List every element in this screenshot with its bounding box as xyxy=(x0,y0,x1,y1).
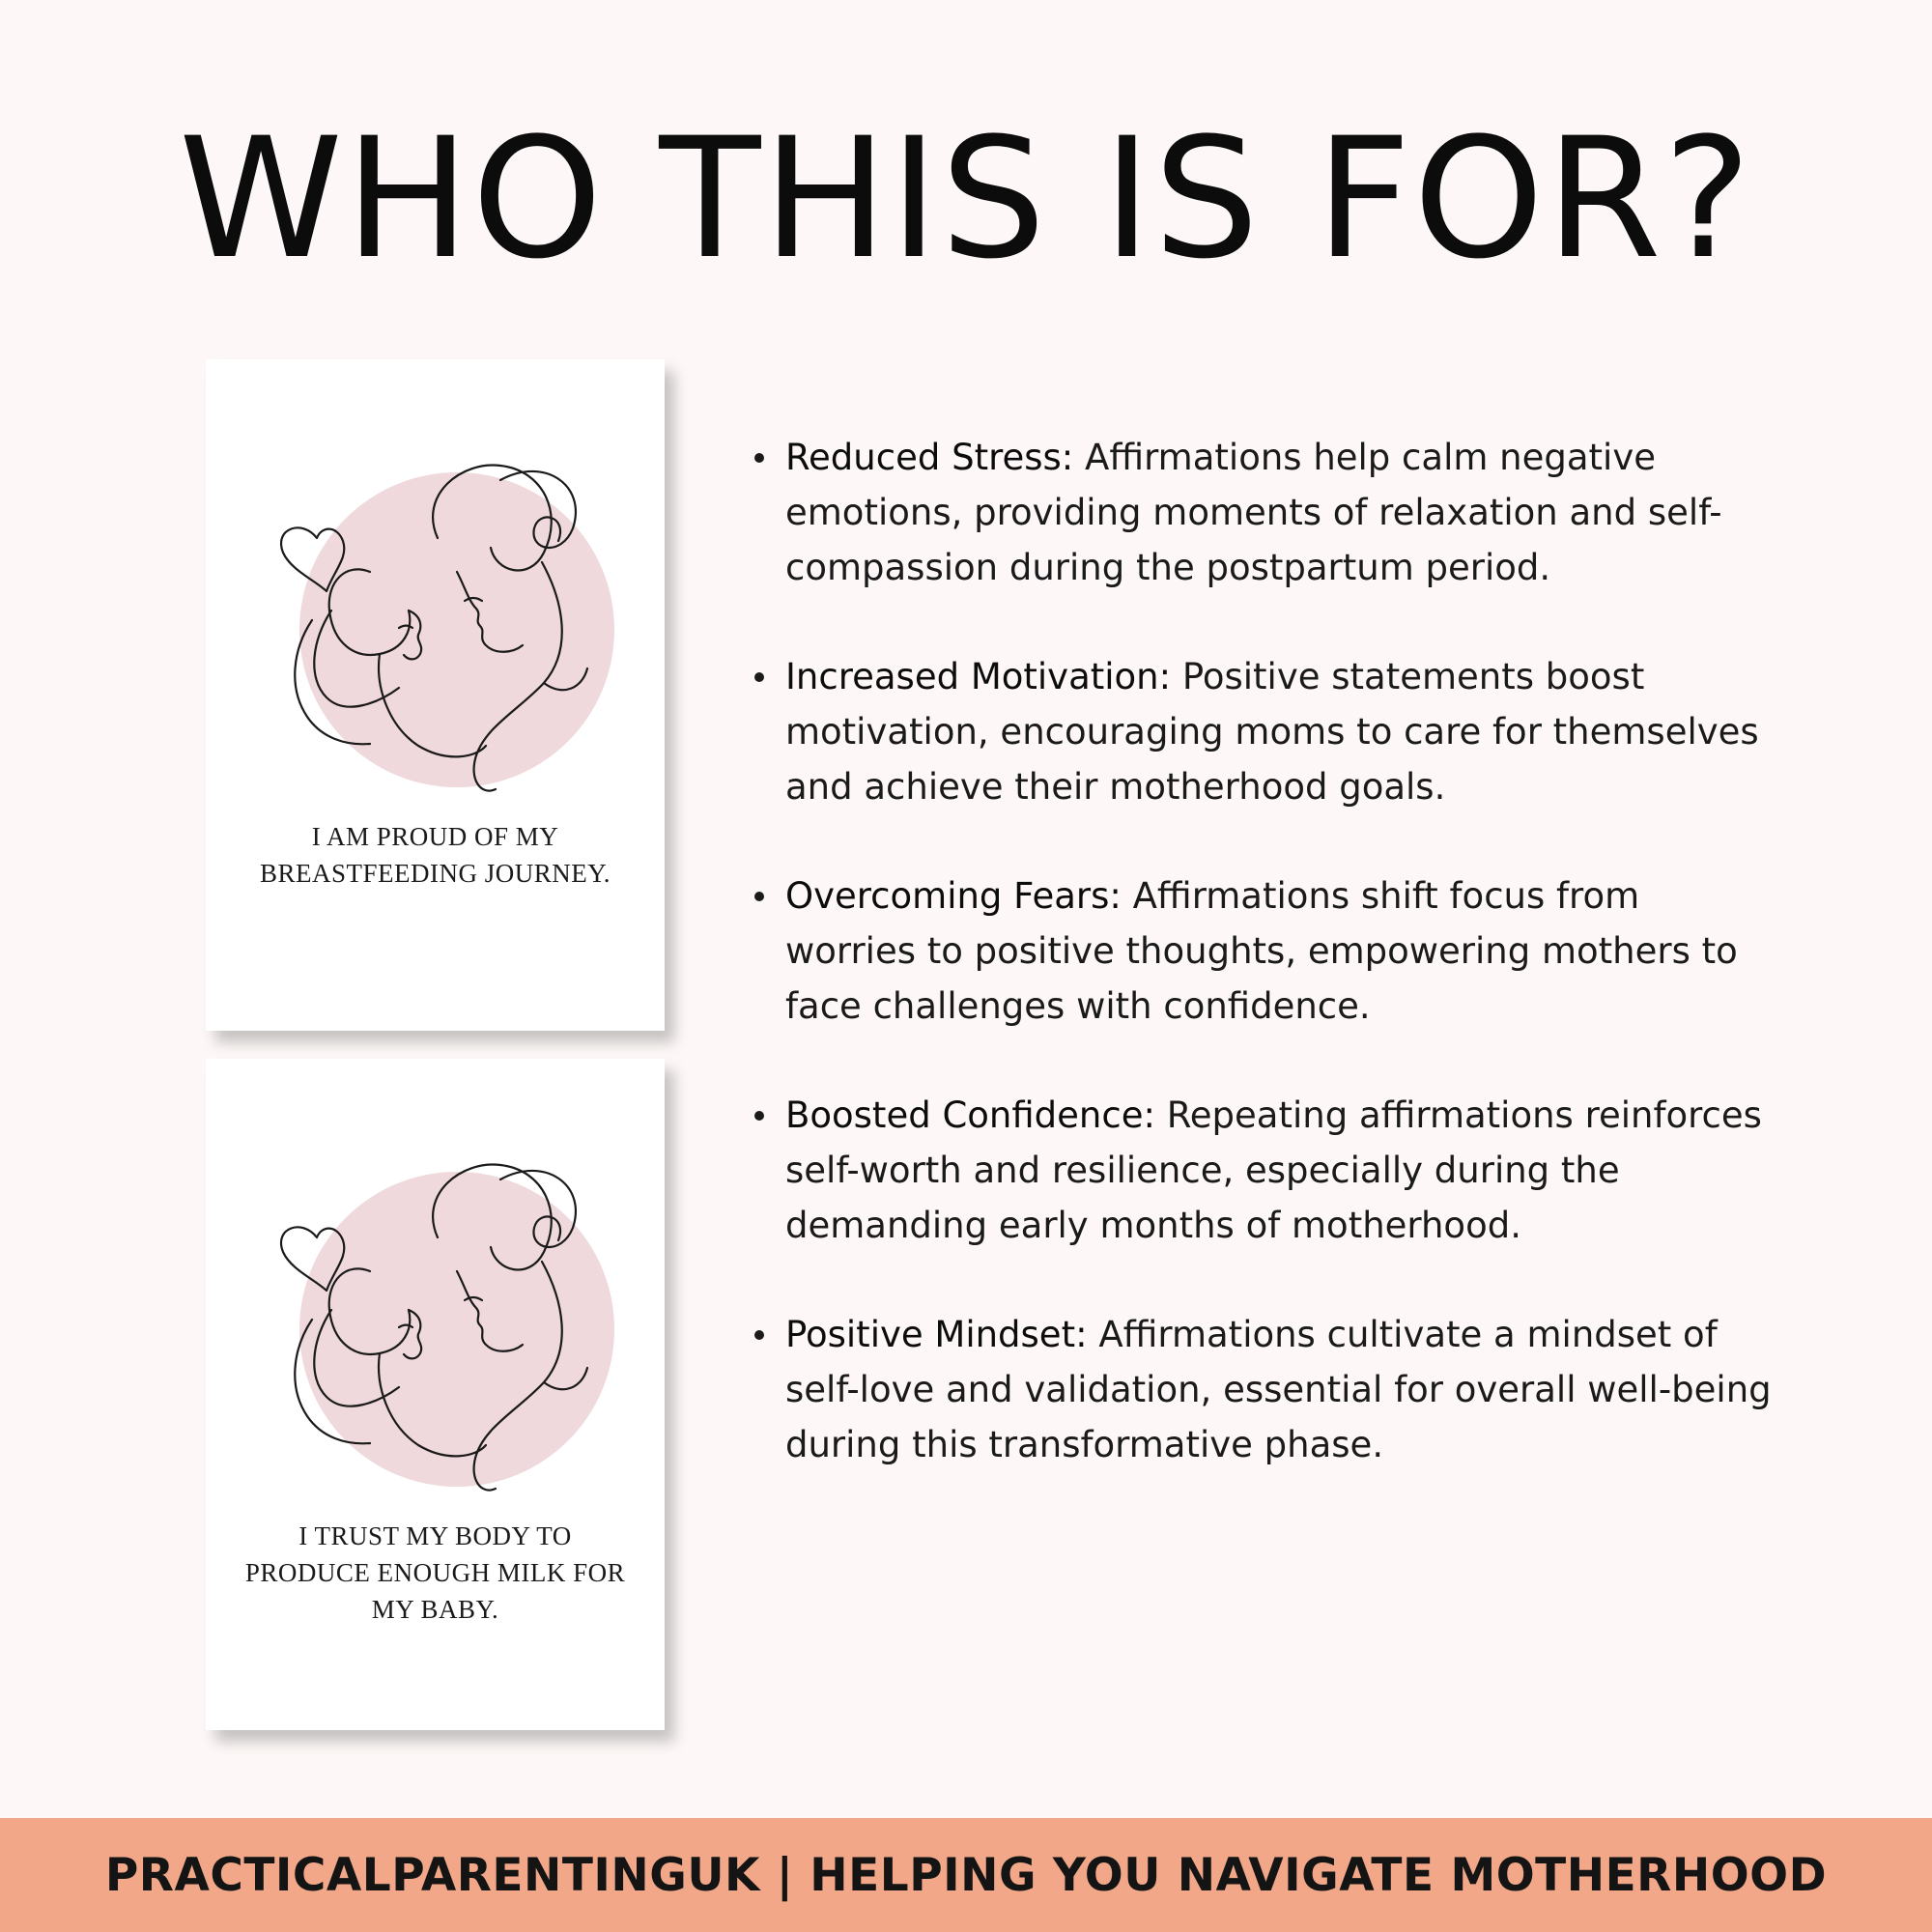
list-item xyxy=(749,1088,1773,1253)
list-item xyxy=(749,430,1773,595)
bullet-icon xyxy=(754,1330,764,1340)
benefit-title: Increased Motivation: xyxy=(785,656,1172,697)
affirmation-text: I AM PROUD OF MY BREASTFEEDING JOURNEY. xyxy=(259,822,611,888)
benefit-text: Repeating affirmations reinforces self-worth and resilience, especially during the demanding early months of motherhood. xyxy=(785,1094,1762,1246)
affirmation-text: I TRUST MY BODY TO PRODUCE ENOUGH MILK FOR MY BABY. xyxy=(244,1521,626,1624)
page-title: WHO THIS IS FOR? xyxy=(178,101,1754,296)
footer-band xyxy=(0,1818,1932,1932)
benefit-text: Positive statements boost motivation, encouraging moms to care for themselves and achieve their motherhood goals. xyxy=(785,656,1759,808)
benefit-title: Positive Mindset: xyxy=(785,1314,1088,1355)
affirmation-card xyxy=(206,359,665,1031)
benefit-title: Reduced Stress: xyxy=(785,437,1074,478)
mother-baby-line-art-icon xyxy=(254,1155,621,1503)
footer-text: PRACTICALPARENTINGUK | HELPING YOU NAVIGATE MOTHERHOOD xyxy=(104,1848,1828,1902)
benefits-list xyxy=(749,430,1773,1526)
bullet-icon xyxy=(754,453,764,463)
list-item xyxy=(749,649,1773,814)
benefit-title: Overcoming Fears: xyxy=(785,875,1122,917)
affirmation-card xyxy=(206,1059,665,1730)
benefit-text: Affirmations shift focus from worries to positive thoughts, empowering mothers to face challenges with confidence. xyxy=(785,875,1738,1027)
benefit-text: Affirmations help calm negative emotions, providing moments of relaxation and self-compassion during the postpartum period. xyxy=(785,437,1722,588)
mother-baby-line-art-icon xyxy=(254,456,621,804)
benefit-text: Affirmations cultivate a mindset of self-love and validation, essential for overall well-being during this transformative phase. xyxy=(785,1314,1772,1465)
bullet-icon xyxy=(754,892,764,901)
bullet-icon xyxy=(754,1111,764,1121)
list-item xyxy=(749,1307,1773,1472)
bullet-icon xyxy=(754,672,764,682)
list-item xyxy=(749,868,1773,1034)
benefit-title: Boosted Confidence: xyxy=(785,1094,1155,1136)
